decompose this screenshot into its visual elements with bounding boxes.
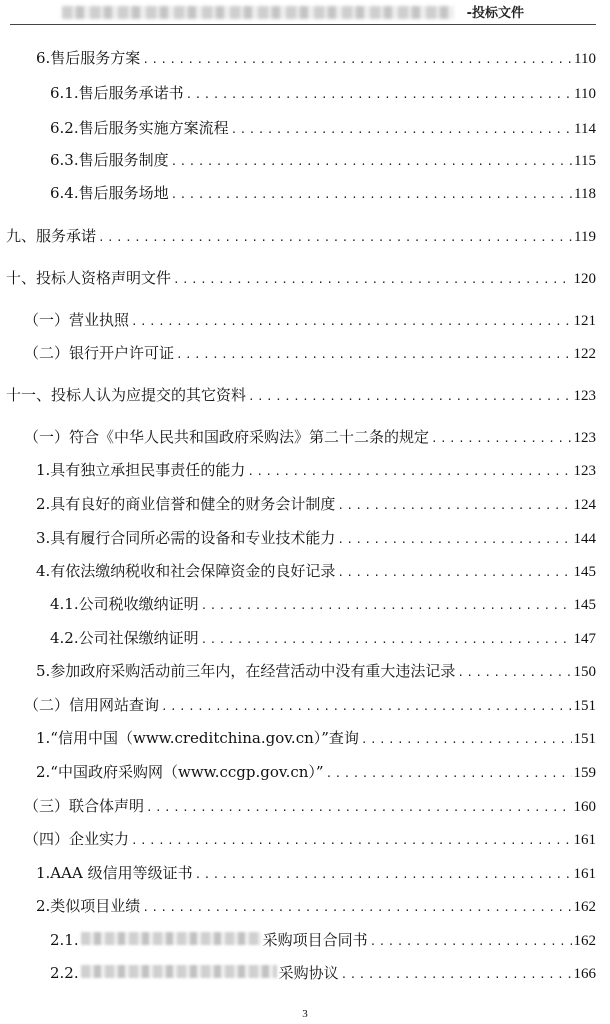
toc-entry-page: 110 xyxy=(574,86,596,102)
toc-entry[interactable] xyxy=(50,930,596,952)
toc-entry[interactable] xyxy=(36,728,596,750)
toc-entry-title: 4.有依法缴纳税收和社会保障资金的良好记录 xyxy=(36,562,336,580)
toc-leader xyxy=(361,730,572,750)
toc-entry-title: （一）营业执照 xyxy=(24,311,130,329)
toc-entry-title: 1.AAA 级信用等级证书 xyxy=(36,864,193,882)
toc-entry[interactable] xyxy=(50,83,596,105)
toc-entry[interactable] xyxy=(24,796,596,818)
toc-entry-title: 6.售后服务方案 xyxy=(36,49,141,67)
toc-entry-page: 123 xyxy=(573,430,596,446)
toc-leader xyxy=(142,898,571,918)
toc-entry[interactable] xyxy=(6,226,596,248)
toc-entry-title: 1.具有独立承担民事责任的能力 xyxy=(36,461,246,479)
toc-leader xyxy=(98,228,572,248)
toc-entry-title: 4.2.公司社保缴纳证明 xyxy=(50,629,199,647)
toc-entry-page: 118 xyxy=(574,186,596,202)
toc-entry-page: 161 xyxy=(573,832,596,848)
toc-entry-number: 2.1. xyxy=(50,931,79,949)
toc-entry-title: 2.“中国政府采购网（www.ccgp.gov.cn）” xyxy=(36,763,324,781)
header-divider xyxy=(10,24,596,25)
toc-entry-title: 6.2.售后服务实施方案流程 xyxy=(50,119,229,137)
toc-entry-page: 121 xyxy=(573,313,596,329)
toc-leader xyxy=(201,596,572,616)
toc-entry[interactable] xyxy=(50,118,596,140)
toc-entry[interactable] xyxy=(50,963,596,985)
toc-entry-page: 120 xyxy=(573,271,596,287)
toc-entry[interactable] xyxy=(50,183,596,205)
toc-entry-title: （二）信用网站查询 xyxy=(24,696,160,714)
toc-entry-title: （四）企业实力 xyxy=(24,830,130,848)
toc-entry[interactable] xyxy=(36,896,596,918)
redacted-text xyxy=(81,965,277,978)
toc-entry-page: 119 xyxy=(574,229,596,245)
toc-leader xyxy=(146,798,571,818)
toc-entry-title: 十、投标人资格声明文件 xyxy=(6,269,172,287)
toc-leader xyxy=(142,50,572,70)
toc-entry[interactable] xyxy=(36,561,596,583)
toc-leader xyxy=(326,764,572,784)
toc-entry-title-group xyxy=(50,930,368,950)
toc-entry-page: 110 xyxy=(574,51,596,67)
toc-entry-title: 6.4.售后服务场地 xyxy=(50,184,169,202)
toc-entry-page: 144 xyxy=(573,531,596,547)
page-number: 3 xyxy=(302,1008,308,1020)
toc-entry-page: 161 xyxy=(573,866,596,882)
toc-leader xyxy=(131,312,571,332)
toc-entry-page: 162 xyxy=(573,899,596,915)
toc-entry-title: 3.具有履行合同所必需的设备和专业技术能力 xyxy=(36,529,336,547)
toc-leader xyxy=(173,270,571,290)
toc-leader xyxy=(171,185,572,205)
toc-leader xyxy=(247,462,571,482)
toc-entry-page: 150 xyxy=(573,664,596,680)
toc-entry[interactable] xyxy=(24,310,596,332)
toc-entry[interactable] xyxy=(50,628,596,650)
toc-entry-title: 2.类似项目业绩 xyxy=(36,897,141,915)
redacted-text xyxy=(81,932,261,945)
toc-leader xyxy=(337,496,571,516)
toc-entry-page: 123 xyxy=(573,388,596,404)
toc-entry[interactable] xyxy=(36,48,596,70)
toc-entry[interactable] xyxy=(36,494,596,516)
toc-entry-page: 162 xyxy=(573,933,596,949)
toc-entry-page: 147 xyxy=(573,631,596,647)
toc-leader xyxy=(248,387,571,407)
toc-entry-title: 九、服务承诺 xyxy=(6,227,97,245)
toc-entry-page: 159 xyxy=(573,765,596,781)
toc-entry-page: 160 xyxy=(573,799,596,815)
toc-entry-page: 151 xyxy=(573,698,596,714)
toc-entry[interactable] xyxy=(36,528,596,550)
toc-entry-title: 2.具有良好的商业信誉和健全的财务会计制度 xyxy=(36,495,336,513)
toc-leader xyxy=(341,965,572,985)
toc-entry-page: 115 xyxy=(574,153,596,169)
toc-leader xyxy=(231,120,572,140)
toc-entry-page: 145 xyxy=(573,597,596,613)
toc-entry-title: 6.1.售后服务承诺书 xyxy=(50,84,184,102)
toc-entry-title: （三）联合体声明 xyxy=(24,797,145,815)
toc-leader xyxy=(171,152,572,172)
toc-entry-page: 122 xyxy=(573,346,596,362)
toc-entry-title: （二）银行开户许可证 xyxy=(24,344,175,362)
toc-entry[interactable] xyxy=(36,863,596,885)
toc-entry-page: 124 xyxy=(573,497,596,513)
toc-entry-title: 5.参加政府采购活动前三年内，在经营活动中没有重大违法记录 xyxy=(36,662,456,680)
toc-leader xyxy=(186,85,572,105)
toc-leader xyxy=(370,932,572,952)
toc-entry-title: 1.“信用中国（www.creditchina.gov.cn）”查询 xyxy=(36,729,359,747)
toc-entry-title: 6.3.售后服务制度 xyxy=(50,151,169,169)
toc-entry-page: 151 xyxy=(573,731,596,747)
toc-leader xyxy=(195,865,572,885)
toc-entry[interactable] xyxy=(36,460,596,482)
toc-leader xyxy=(431,429,571,449)
toc-entry-page: 166 xyxy=(573,966,596,982)
toc-entry-page: 114 xyxy=(574,121,596,137)
toc-entry-title: 4.1.公司税收缴纳证明 xyxy=(50,595,199,613)
toc-entry-title-group xyxy=(50,963,339,983)
toc-entry-title: 采购协议 xyxy=(278,964,339,982)
page-header xyxy=(0,0,610,30)
toc-entry-page: 123 xyxy=(573,463,596,479)
toc-entry[interactable] xyxy=(24,829,596,851)
header-title: -投标文件 xyxy=(466,6,524,21)
toc-entry-number: 2.2. xyxy=(50,964,79,982)
toc-leader xyxy=(176,345,571,365)
toc-entry[interactable] xyxy=(50,150,596,172)
toc-entry[interactable] xyxy=(6,268,596,290)
toc-leader xyxy=(457,663,571,683)
toc-entry[interactable] xyxy=(6,385,596,407)
toc-entry[interactable] xyxy=(50,594,596,616)
toc-leader xyxy=(161,697,571,717)
redacted-project-name xyxy=(62,6,454,19)
toc-leader xyxy=(131,831,571,851)
toc-entry-title: （一）符合《中华人民共和国政府采购法》第二十二条的规定 xyxy=(24,428,430,446)
toc-entry[interactable] xyxy=(24,343,596,365)
toc-entry[interactable] xyxy=(36,661,596,683)
toc-leader xyxy=(201,630,572,650)
toc-entry-title: 十一、投标人认为应提交的其它资料 xyxy=(6,386,247,404)
toc-entry-page: 145 xyxy=(573,564,596,580)
toc-leader xyxy=(337,530,571,550)
toc-entry[interactable] xyxy=(24,695,596,717)
toc-entry[interactable] xyxy=(24,427,596,449)
toc-entry[interactable] xyxy=(36,762,596,784)
toc-leader xyxy=(337,563,571,583)
toc-entry-title: 采购项目合同书 xyxy=(262,931,368,949)
